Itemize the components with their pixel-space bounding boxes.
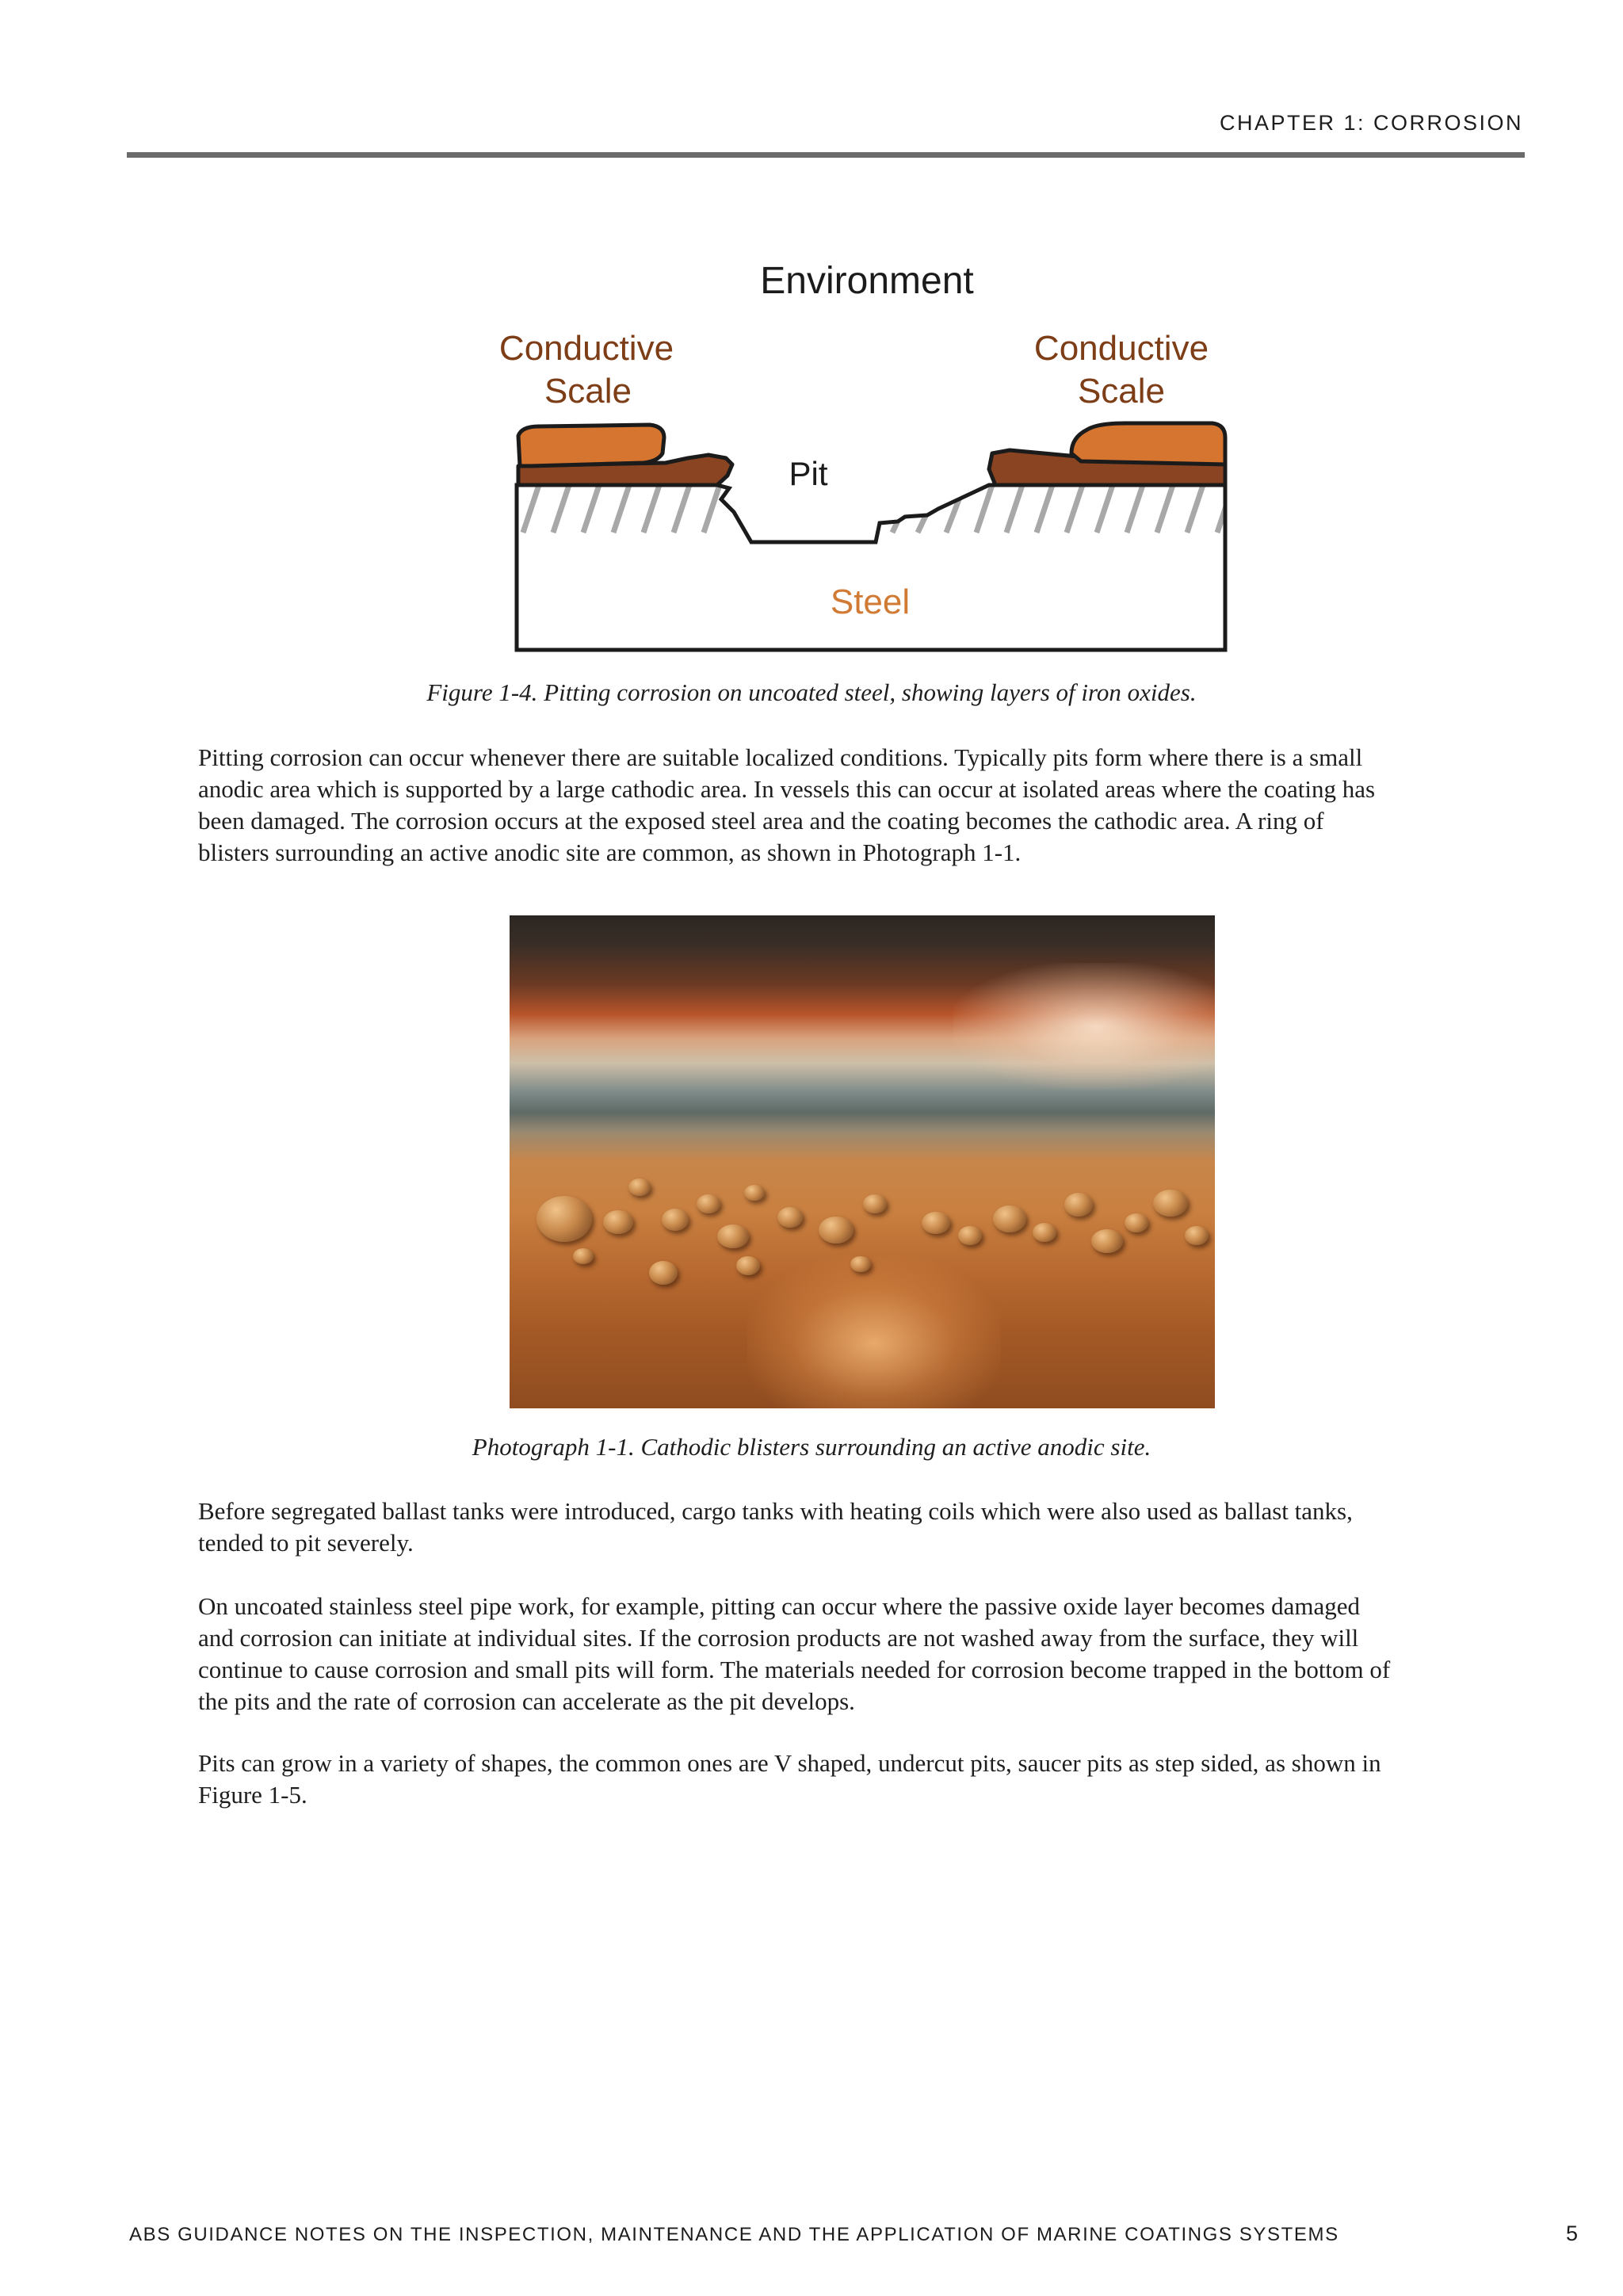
blister xyxy=(819,1217,854,1244)
blister xyxy=(603,1210,633,1234)
photo-highlight xyxy=(953,963,1215,1090)
blister xyxy=(736,1256,760,1275)
text-line: blisters surrounding an active anodic site are common, as shown in Photograph 1-1. xyxy=(198,839,1022,866)
blister xyxy=(573,1248,594,1264)
blister xyxy=(777,1207,803,1228)
text-line: anodic area which is supported by a large cathodic area. In vessels this can occur at isolated areas where the coating has xyxy=(198,775,1376,803)
environment-label: Environment xyxy=(760,260,974,302)
blister xyxy=(1064,1193,1093,1217)
blister xyxy=(958,1226,982,1245)
pit-label: Pit xyxy=(789,455,828,492)
steel-label: Steel xyxy=(830,583,911,621)
blister xyxy=(850,1256,871,1272)
blister xyxy=(863,1194,887,1213)
text-line: Pitting corrosion can occur whenever there are suitable localized conditions. Typically pits form where there is a small xyxy=(198,743,1363,771)
text-line: tended to pit severely. xyxy=(198,1529,414,1557)
blister xyxy=(662,1209,689,1231)
blister xyxy=(993,1205,1026,1232)
text-line: On uncoated stainless steel pipe work, for example, pitting can occur where the passive oxide layer becomes damaged xyxy=(198,1592,1360,1620)
blister xyxy=(697,1194,720,1213)
blister xyxy=(1185,1226,1209,1245)
blister xyxy=(628,1179,651,1196)
paragraph-ballast-tanks xyxy=(198,1496,1529,1559)
blister xyxy=(922,1212,950,1234)
page-number: 5 xyxy=(1566,2222,1579,2245)
text-line: continue to cause corrosion and small pits will form. The materials needed for corrosion become trapped in the bottom of xyxy=(198,1656,1391,1683)
text-line: Figure 1-5. xyxy=(198,1781,307,1809)
blister xyxy=(537,1196,592,1242)
photograph-cathodic-blisters xyxy=(510,915,1215,1408)
conductive-scale-label-right-line2: Scale xyxy=(1077,372,1166,411)
conductive-scale-label-right-line1: Conductive xyxy=(1033,329,1209,368)
blister xyxy=(744,1185,765,1201)
blister xyxy=(717,1224,749,1248)
footer-title: ABS GUIDANCE NOTES ON THE INSPECTION, MAINTENANCE AND THE APPLICATION OF MARINE COATINGS SYSTEMS xyxy=(129,2224,1339,2245)
scale-left-outer-layer xyxy=(518,425,664,466)
text-line: Pits can grow in a variety of shapes, the common ones are V shaped, undercut pits, saucer pits as step sided, as shown in xyxy=(198,1749,1381,1777)
blister xyxy=(1033,1223,1056,1242)
text-line: been damaged. The corrosion occurs at the exposed steel area and the coating becomes the cathodic area. A ring of xyxy=(198,807,1324,835)
text-line: Before segregated ballast tanks were introduced, cargo tanks with heating coils which were also used as ballast tanks, xyxy=(198,1497,1353,1525)
figure-1-4-caption: Figure 1-4. Pitting corrosion on uncoated steel, showing layers of iron oxides. xyxy=(426,678,1197,706)
photo-glow xyxy=(747,1256,1001,1408)
photograph-1-1-caption: Photograph 1-1. Cathodic blisters surrounding an active anodic site. xyxy=(472,1433,1151,1461)
blister xyxy=(649,1261,678,1285)
paragraph-stainless-steel xyxy=(198,1591,1529,1717)
paragraph-pit-shapes xyxy=(198,1748,1529,1811)
scale-right-outer-layer xyxy=(1071,423,1225,464)
blister xyxy=(1125,1213,1148,1232)
header-rule xyxy=(127,152,1525,158)
blister xyxy=(1091,1229,1123,1253)
text-line: and corrosion can initiate at individual sites. If the corrosion products are not washed away from the surface, they will xyxy=(198,1624,1359,1652)
conductive-scale-label-left-line1: Conductive xyxy=(498,329,674,368)
running-head: CHAPTER 1: CORROSION xyxy=(1219,111,1523,135)
pitting-corrosion-diagram xyxy=(460,254,1252,666)
blister xyxy=(1153,1190,1188,1217)
conductive-scale-label-left-line2: Scale xyxy=(544,372,632,411)
paragraph-pitting-conditions xyxy=(198,742,1529,869)
text-line: the pits and the rate of corrosion can accelerate as the pit develops. xyxy=(198,1687,855,1715)
